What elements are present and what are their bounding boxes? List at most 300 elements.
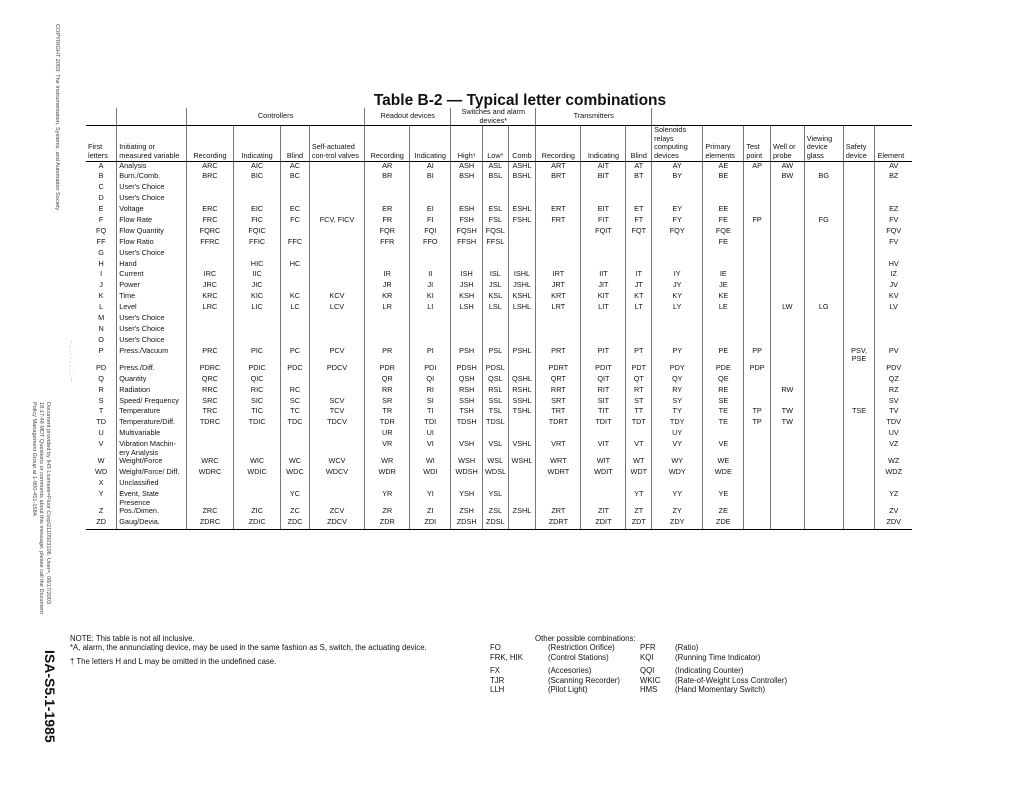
combination-cell: FE (703, 216, 744, 227)
combination-cell (843, 292, 875, 303)
combination-cell: FRC (186, 216, 233, 227)
combination-cell: SCV (309, 397, 364, 408)
combination-cell: AIT (581, 161, 626, 172)
combination-cell (875, 325, 912, 336)
combination-code: HMS (640, 685, 658, 695)
combination-cell (652, 314, 703, 325)
combination-cell (508, 249, 536, 260)
combination-cell: PIC (234, 347, 281, 364)
combination-cell: ZDI (410, 518, 451, 529)
combination-cell (770, 325, 804, 336)
combination-cell (843, 216, 875, 227)
combination-cell: FE (703, 238, 744, 249)
first-letter-cell: TD (86, 418, 117, 429)
combination-cell (309, 194, 364, 205)
combination-cell: JSHL (508, 281, 536, 292)
combination-cell: WDZ (885, 467, 903, 477)
variable-cell: Event, State Presence (117, 490, 187, 507)
combination-cell (281, 183, 310, 194)
combination-cell: ZIT (581, 507, 626, 518)
combination-cell: FQT (626, 227, 652, 238)
group-transmitters: Transmitters (536, 108, 652, 126)
combination-cell (281, 429, 310, 440)
combination-cell (770, 194, 804, 205)
combination-cell (804, 227, 843, 238)
combination-cell (843, 172, 875, 183)
combination-row (490, 666, 830, 675)
combination-cell: IRT (536, 270, 581, 281)
combination-cell: WDSL (483, 468, 509, 479)
variable-cell: User's Choice (117, 183, 187, 194)
first-letter-cell: M (86, 314, 117, 325)
combination-cell: VI (410, 440, 451, 457)
combination-cell: TP (744, 418, 771, 429)
col-recording: Recording (186, 126, 233, 161)
combination-cell (744, 325, 771, 336)
combination-cell: BRC (186, 172, 233, 183)
combination-cell (770, 270, 804, 281)
combination-cell: RRT (536, 386, 581, 397)
combination-cell (309, 183, 364, 194)
combination-cell: VY (652, 440, 703, 457)
combination-cell: FQI (410, 227, 451, 238)
combination-cell (843, 457, 875, 468)
table-title: Table B-2 — Typical letter combinations (373, 92, 667, 109)
combination-row (490, 685, 830, 694)
combination-cell: LR (365, 303, 410, 314)
combination-cell: WR (365, 457, 410, 468)
combination-cell: QIT (581, 375, 626, 386)
combination-cell: FQY (652, 227, 703, 238)
combination-cell (536, 227, 581, 238)
combination-cell: SRT (536, 397, 581, 408)
combination-cell (309, 314, 364, 325)
combination-cell (626, 325, 652, 336)
first-letter-cell: FF (86, 238, 117, 249)
combination-cell: PDI (410, 364, 451, 375)
col-high (451, 126, 483, 161)
combination-cell: TW (770, 407, 804, 418)
combination-cell: AV (889, 160, 899, 170)
combination-cell: TDY (652, 418, 703, 429)
variable-cell: Current (117, 270, 187, 281)
combination-cell (536, 314, 581, 325)
variable-cell: Multivariable (117, 429, 187, 440)
combination-cell: AT (626, 161, 652, 172)
combination-cell: JSL (483, 281, 509, 292)
combination-cell (770, 205, 804, 216)
combination-code: LLH (490, 685, 505, 695)
combination-cell: FQRC (186, 227, 233, 238)
combination-cell: ESL (483, 205, 509, 216)
combination-cell: KT (626, 292, 652, 303)
combination-cell: TIT (581, 407, 626, 418)
col-transmitter-recording: Recording (536, 126, 581, 161)
combination-cell (365, 183, 410, 194)
combination-cell: BR (365, 172, 410, 183)
combination-cell (804, 183, 843, 194)
document-info-line-1: Document provided by IHS Licensee=Fluor Corp/2110503106, User=, 08/17/2003 (45, 402, 51, 605)
combination-cell: IIT (581, 270, 626, 281)
combination-cell: BZ (889, 171, 899, 181)
col-readout-recording: Recording (365, 126, 410, 161)
combination-cell: II (410, 270, 451, 281)
combination-cell: ISH (451, 270, 483, 281)
combination-cell: PDSH (451, 364, 483, 375)
combination-cell: VT (626, 440, 652, 457)
col-solenoids: Solenoids relays computing devices (652, 126, 703, 161)
combination-cell: TRT (536, 407, 581, 418)
combination-cell (744, 281, 771, 292)
combination-cell: TIC (234, 407, 281, 418)
combination-cell (770, 249, 804, 260)
combination-cell: FIT (581, 216, 626, 227)
combination-desc: (Restriction Orifice) (548, 643, 615, 653)
combination-cell (770, 260, 804, 271)
combination-cell (843, 375, 875, 386)
combination-cell: FFR (365, 238, 410, 249)
combination-cell: ASH (451, 161, 483, 172)
combination-cell: WRT (536, 457, 581, 468)
combination-cell: ASL (483, 161, 509, 172)
combination-cell (365, 249, 410, 260)
combination-cell (770, 216, 804, 227)
combination-cell (234, 183, 281, 194)
combination-cell: FSH (451, 216, 483, 227)
combination-cell (483, 183, 509, 194)
combination-cell: JRT (536, 281, 581, 292)
combination-cell: KIC (234, 292, 281, 303)
first-letter-cell: N (86, 325, 117, 336)
combination-cell: KC (281, 292, 310, 303)
table-row (86, 303, 912, 314)
combination-cell (703, 249, 744, 260)
sidebar-margin (14, 10, 74, 780)
combination-cell: PDIT (581, 364, 626, 375)
combination-cell (744, 375, 771, 386)
first-letter-cell: K (86, 292, 117, 303)
combination-cell: WSL (483, 457, 509, 468)
combination-cell: PSL (483, 347, 509, 364)
combination-cell: ZI (410, 507, 451, 518)
combination-cell: SV (888, 395, 899, 405)
combination-cell: JR (365, 281, 410, 292)
combination-cell (186, 183, 233, 194)
col-first-letters: First letters (86, 126, 117, 161)
combination-cell (508, 325, 536, 336)
combination-cell: BI (410, 172, 451, 183)
combination-cell (843, 227, 875, 238)
combination-cell: FSL (483, 216, 509, 227)
combination-cell (804, 347, 843, 364)
combination-cell: ZDRC (186, 518, 233, 529)
combination-cell: BY (652, 172, 703, 183)
combination-cell (843, 161, 875, 172)
combination-cell: SE (703, 397, 744, 408)
first-letter-cell: PD (86, 364, 117, 375)
combination-cell: ZV (889, 506, 899, 516)
combination-cell: VSH (451, 440, 483, 457)
combination-cell: SI (410, 397, 451, 408)
combination-cell: TW (770, 418, 804, 429)
combination-cell (309, 260, 364, 271)
combination-cell (770, 364, 804, 375)
combination-row (490, 653, 830, 662)
combination-cell: YZ (889, 488, 899, 498)
first-letter-cell: FQ (86, 227, 117, 238)
table-row (86, 347, 912, 364)
combination-cell (770, 440, 804, 457)
combination-cell: EIC (234, 205, 281, 216)
combination-cell: PDV (886, 362, 902, 372)
combination-cell (843, 468, 875, 479)
combination-cell: LW (770, 303, 804, 314)
combination-cell: AC (281, 161, 310, 172)
combination-cell: SSHL (508, 397, 536, 408)
combination-cell: TSHL (508, 407, 536, 418)
combination-cell: BSHL (508, 172, 536, 183)
combination-cell (804, 440, 843, 457)
combination-cell: KSHL (508, 292, 536, 303)
combination-cell: FCV, FICV (309, 216, 364, 227)
combination-cell: ST (626, 397, 652, 408)
combination-cell: KSL (483, 292, 509, 303)
combination-cell: IIC (234, 270, 281, 281)
combination-cell: KR (365, 292, 410, 303)
combination-cell: RSHL (508, 386, 536, 397)
combination-cell: PCV (309, 347, 364, 364)
combination-cell: KRT (536, 292, 581, 303)
combination-cell (703, 325, 744, 336)
combination-cell: WDI (410, 468, 451, 479)
combination-cell (536, 183, 581, 194)
combination-cell (309, 249, 364, 260)
combination-cell: ASHL (508, 161, 536, 172)
combination-cell: PV (888, 345, 899, 355)
combination-cell: WDIT (581, 468, 626, 479)
combination-cell (843, 183, 875, 194)
combination-cell (410, 325, 451, 336)
combination-cell: EC (281, 205, 310, 216)
combination-cell: PDIC (234, 364, 281, 375)
combination-cell (804, 507, 843, 518)
col-primary-elements: Primary elements (703, 126, 744, 161)
combination-cell (309, 479, 364, 490)
combination-cell (508, 518, 536, 529)
combination-cell (451, 249, 483, 260)
variable-cell: Level (117, 303, 187, 314)
combination-cell: ZDR (365, 518, 410, 529)
first-letter-cell: F (86, 216, 117, 227)
combination-cell (804, 325, 843, 336)
document-info-line-2: 18:17:48 MDT Questions or comments about this message: please call the Document (38, 402, 44, 614)
combination-cell: TRC (186, 407, 233, 418)
variable-cell: Temperature (117, 407, 187, 418)
combination-cell: ZDC (281, 518, 310, 529)
combination-cell (770, 336, 804, 347)
combination-cell (770, 314, 804, 325)
table-row (86, 518, 912, 529)
combination-cell: YC (281, 490, 310, 507)
combination-cell (186, 325, 233, 336)
combination-cell: KRC (186, 292, 233, 303)
combination-cell: ZRC (186, 507, 233, 518)
note-alarm: *A, alarm, the annunciating device, may be used in the same fashion as S, switch, the actuating device. (70, 643, 427, 653)
combination-cell: HV (888, 258, 899, 268)
variable-cell: Press./Diff. (117, 364, 187, 375)
combination-cell: ZDSH (451, 518, 483, 529)
combination-cell (309, 429, 364, 440)
combination-cell: LSL (483, 303, 509, 314)
combination-cell: PSHL (508, 347, 536, 364)
combination-cell (744, 303, 771, 314)
combination-cell: RRC (186, 386, 233, 397)
combination-cell: BE (703, 172, 744, 183)
combination-cell (843, 440, 875, 457)
col-self-actuated: Self-actuated con-trol valves (309, 126, 364, 161)
combination-cell: FSHL (508, 216, 536, 227)
combination-cell: FFIC (234, 238, 281, 249)
combination-cell: LIC (234, 303, 281, 314)
combination-cell (744, 429, 771, 440)
combination-cell (843, 260, 875, 271)
combination-cell: WIT (581, 457, 626, 468)
combination-cell: JV (889, 280, 898, 290)
combination-cell (770, 518, 804, 529)
combination-row (490, 676, 830, 685)
combination-cell: WC (281, 457, 310, 468)
combination-cell (770, 227, 804, 238)
combination-cell (843, 281, 875, 292)
first-letter-cell: T (86, 407, 117, 418)
variable-cell: Analysis (117, 161, 187, 172)
combination-cell (626, 314, 652, 325)
combination-desc: (Scanning Recorder) (548, 675, 620, 685)
combination-cell: YR (365, 490, 410, 507)
combination-cell: RY (652, 386, 703, 397)
combination-cell: RE (703, 386, 744, 397)
combination-cell: PC (281, 347, 310, 364)
variable-cell: Weight/Force/ Diff. (117, 468, 187, 479)
combination-cell (309, 227, 364, 238)
combination-cell: VE (703, 440, 744, 457)
combination-cell: LE (703, 303, 744, 314)
col-low (483, 126, 509, 161)
combination-cell: QSH (451, 375, 483, 386)
combination-code: PFR (640, 643, 656, 653)
variable-cell: User's Choice (117, 325, 187, 336)
combination-cell (804, 518, 843, 529)
combination-cell (581, 238, 626, 249)
combination-cell: JIC (234, 281, 281, 292)
dagger-mark: † (500, 152, 504, 159)
combination-cell: FQIC (234, 227, 281, 238)
combination-cell: RZ (888, 384, 899, 394)
combination-cell (309, 161, 364, 172)
combination-cell (703, 314, 744, 325)
combination-cell (804, 281, 843, 292)
table-row (86, 325, 912, 336)
combination-cell (483, 249, 509, 260)
combination-cell: QE (703, 375, 744, 386)
other-combinations-group-1 (490, 643, 830, 662)
combination-cell: UR (365, 429, 410, 440)
table-row (86, 183, 912, 194)
combination-desc: (Accesories) (548, 666, 592, 676)
combination-cell: BIT (581, 172, 626, 183)
first-letter-cell: J (86, 281, 117, 292)
combination-cell: FQR (365, 227, 410, 238)
combination-cell: JI (410, 281, 451, 292)
first-letter-cell: E (86, 205, 117, 216)
combination-cell (804, 260, 843, 271)
combination-cell: TP (744, 407, 771, 418)
combination-cell (804, 375, 843, 386)
combination-cell (281, 249, 310, 260)
combination-cell: RC (281, 386, 310, 397)
combination-cell (744, 507, 771, 518)
variable-cell: User's Choice (117, 249, 187, 260)
combination-cell (581, 479, 626, 490)
combination-cell: PRC (186, 347, 233, 364)
combination-desc: (Hand Momentary Switch) (675, 685, 766, 695)
combination-cell (804, 457, 843, 468)
combination-cell: RI (410, 386, 451, 397)
first-letter-cell: B (86, 172, 117, 183)
combination-cell: WI (410, 457, 451, 468)
variable-cell: Quantity (117, 375, 187, 386)
combination-cell (186, 429, 233, 440)
combination-cell: RSL (483, 386, 509, 397)
combination-cell: TDSL (483, 418, 509, 429)
combination-cell: FQSH (451, 227, 483, 238)
combination-cell: LV (889, 302, 898, 312)
combination-cell (281, 440, 310, 457)
combination-cell (309, 270, 364, 281)
combination-cell: PI (410, 347, 451, 364)
combination-cell (804, 249, 843, 260)
combination-cell: TDRC (186, 418, 233, 429)
combination-cell (843, 205, 875, 216)
combination-cell: VSL (483, 440, 509, 457)
combination-cell (744, 183, 771, 194)
combination-cell: FQSL (483, 227, 509, 238)
combination-cell: ISL (483, 270, 509, 281)
combination-cell: PT (626, 347, 652, 364)
combination-cell (536, 490, 581, 507)
first-letter-cell: L (86, 303, 117, 314)
combination-cell (770, 281, 804, 292)
col-low-label: Low (487, 150, 501, 160)
combination-cell: IT (626, 270, 652, 281)
combination-cell (186, 490, 233, 507)
combination-cell: ERT (536, 205, 581, 216)
combination-cell: FQIT (581, 227, 626, 238)
combination-cell (744, 479, 771, 490)
combination-cell: FP (744, 216, 771, 227)
combination-code: WKIC (640, 675, 661, 685)
combination-cell: FFC (281, 238, 310, 249)
combination-cell: QRT (536, 375, 581, 386)
combination-cell: QIC (234, 375, 281, 386)
combination-cell: ZIC (234, 507, 281, 518)
dagger-mark: † (472, 152, 476, 159)
variable-cell: Burn./Comb. (117, 172, 187, 183)
combination-cell (770, 347, 804, 364)
combination-cell (843, 479, 875, 490)
combination-cell: IY (652, 270, 703, 281)
first-letter-cell: P (86, 347, 117, 364)
